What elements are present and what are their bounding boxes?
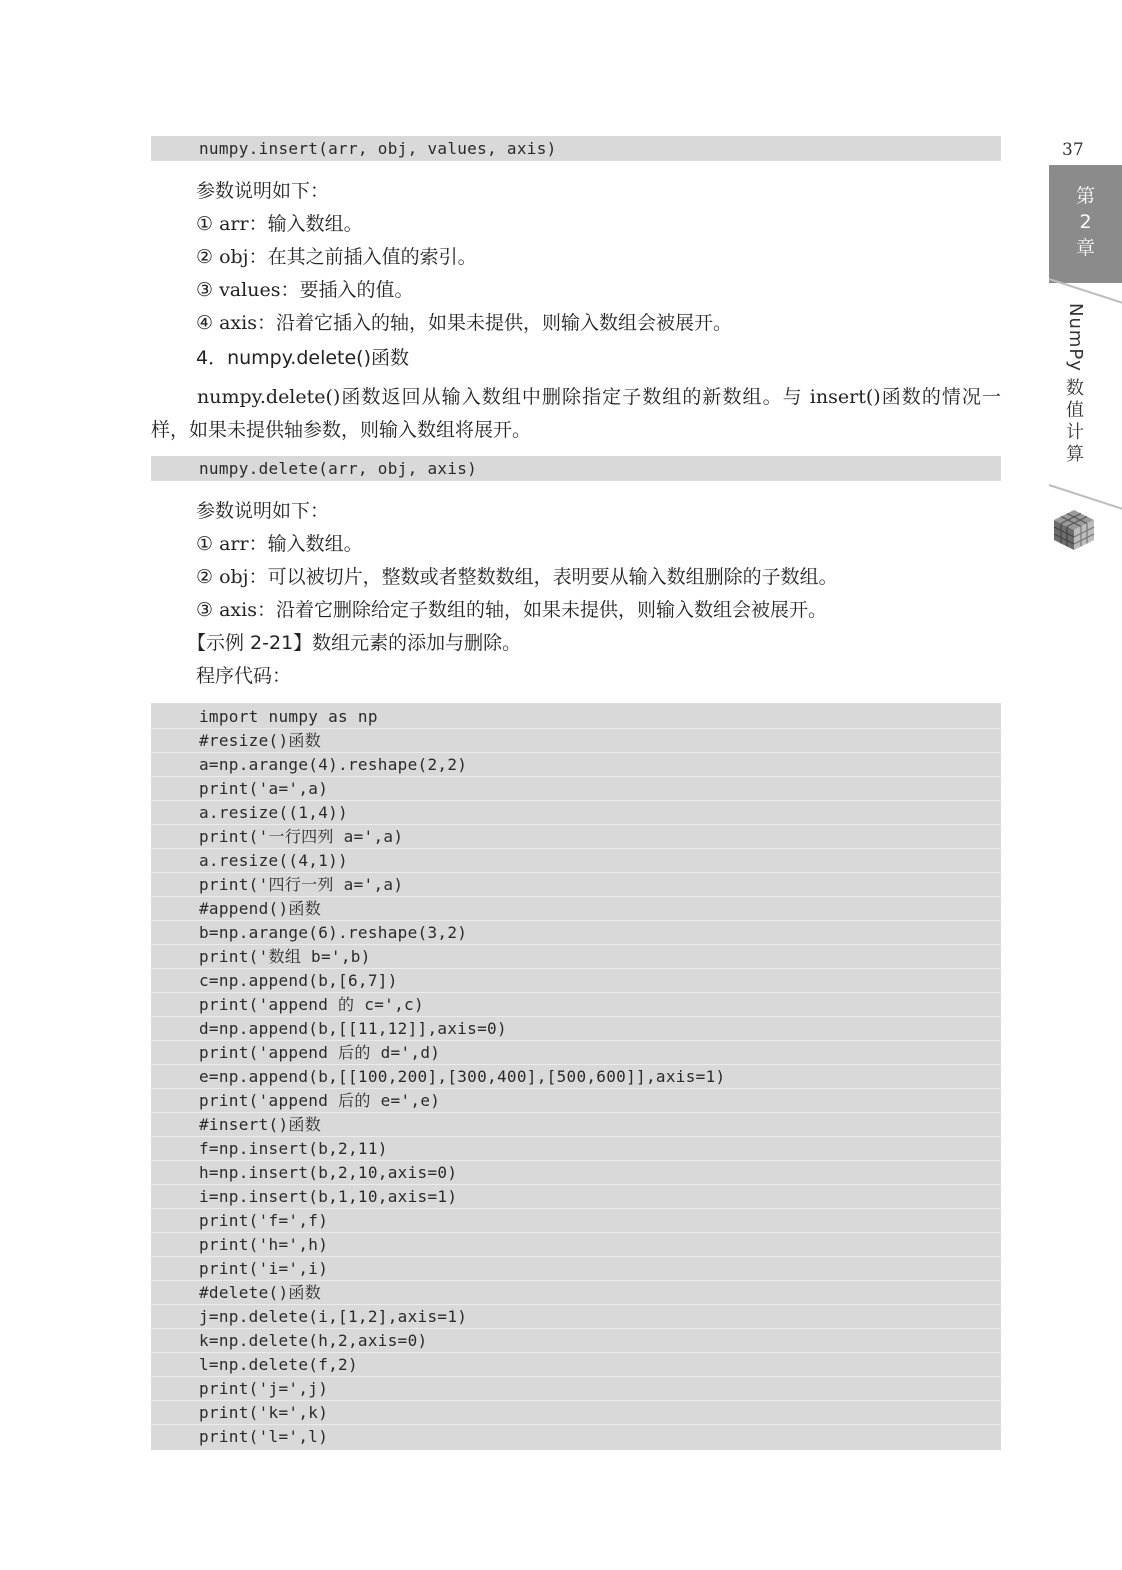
code-line: print('l=',l) — [199, 1427, 329, 1446]
code-line: print('h=',h) — [151, 1233, 1001, 1257]
insert-signature: numpy.insert(arr, obj, values, axis) — [151, 136, 1001, 161]
delete-param-axis: ③ axis：沿着它删除给定子数组的轴，如果未提供，则输入数组会被展开。 — [196, 599, 827, 621]
code-line: #resize()函数 — [151, 729, 1001, 753]
code-line: print('数组 b=',b) — [151, 945, 1001, 969]
delete-param-obj: ② obj：可以被切片，整数或者整数数组，表明要从输入数组删除的子数组。 — [196, 566, 838, 588]
code-line: print('四行一列 a=',a) — [151, 873, 1001, 897]
example-label: 【示例 2-21】 — [187, 632, 313, 654]
code-line: print('append 后的 e=',e) — [151, 1089, 1001, 1113]
code-line: h=np.insert(b,2,10,axis=0) — [151, 1161, 1001, 1185]
side-title-char: 计 — [1066, 421, 1084, 443]
code-line: k=np.delete(h,2,axis=0) — [151, 1329, 1001, 1353]
code-line: b=np.arange(6).reshape(3,2) — [151, 921, 1001, 945]
insert-param-obj: ② obj：在其之前插入值的索引。 — [196, 246, 477, 268]
code-line: d=np.append(b,[[11,12]],axis=0) — [151, 1017, 1001, 1041]
code-line: #append()函数 — [151, 897, 1001, 921]
code-line: print('f=',f) — [151, 1209, 1001, 1233]
page-number: 37 — [1062, 140, 1084, 160]
code-line: print('k=',k) — [151, 1401, 1001, 1425]
example-title: 数组元素的添加与删除。 — [312, 632, 522, 654]
delete-description: numpy.delete()函数返回从输入数组中删除指定子数组的新数组。与 insert()函数的情况一样，如果未提供轴参数，则输入数组将展开。 — [151, 386, 1001, 441]
side-chapter-title — [1062, 303, 1088, 466]
code-line: print('i=',i) — [151, 1257, 1001, 1281]
section-heading-delete: 4．numpy.delete()函数 — [196, 347, 409, 369]
code-line: print('append 的 c=',c) — [151, 993, 1001, 1017]
code-line: l=np.delete(f,2) — [151, 1353, 1001, 1377]
chapter-tab — [1049, 165, 1122, 283]
code-line: print('一行四列 a=',a) — [151, 825, 1001, 849]
code-line: c=np.append(b,[6,7]) — [151, 969, 1001, 993]
code-line: print('a=',a) — [151, 777, 1001, 801]
insert-param-arr: ① arr：输入数组。 — [196, 213, 363, 235]
delete-param-arr: ① arr：输入数组。 — [196, 533, 363, 555]
chapter-tab-char: 章 — [1075, 237, 1095, 259]
code-line: a=np.arange(4).reshape(2,2) — [151, 753, 1001, 777]
code-line: print('append 后的 d=',d) — [151, 1041, 1001, 1065]
side-title-char: 值 — [1066, 399, 1084, 421]
code-line: a.resize((4,1)) — [151, 849, 1001, 873]
cube-icon — [1050, 506, 1098, 554]
code-line: i=np.insert(b,1,10,axis=1) — [151, 1185, 1001, 1209]
code-line: e=np.append(b,[[100,200],[300,400],[500,600]],axis=1) — [151, 1065, 1001, 1089]
example-caption — [187, 631, 521, 655]
code-line: j=np.delete(i,[1,2],axis=1) — [151, 1305, 1001, 1329]
chapter-tab-number: 2 — [1079, 211, 1092, 233]
code-line: a.resize((1,4)) — [151, 801, 1001, 825]
insert-param-values: ③ values：要插入的值。 — [196, 279, 414, 301]
chapter-tab-char: 第 — [1075, 185, 1095, 207]
code-listing — [151, 703, 1001, 1450]
code-line: f=np.insert(b,2,11) — [151, 1137, 1001, 1161]
code-line: import numpy as np — [151, 705, 1001, 729]
code-label: 程序代码： — [196, 665, 292, 687]
insert-param-axis: ④ axis：沿着它插入的轴，如果未提供，则输入数组会被展开。 — [196, 312, 732, 334]
delete-params-intro: 参数说明如下： — [196, 500, 330, 522]
insert-params-intro: 参数说明如下： — [196, 180, 330, 202]
code-line: #insert()函数 — [151, 1113, 1001, 1137]
code-line: #delete()函数 — [151, 1281, 1001, 1305]
code-line: print('j=',j) — [151, 1377, 1001, 1401]
side-title-char: 数 — [1066, 377, 1084, 399]
delete-signature: numpy.delete(arr, obj, axis) — [151, 456, 1001, 481]
side-title-char: 算 — [1066, 443, 1084, 465]
side-title-latin: NumPy — [1065, 303, 1086, 372]
